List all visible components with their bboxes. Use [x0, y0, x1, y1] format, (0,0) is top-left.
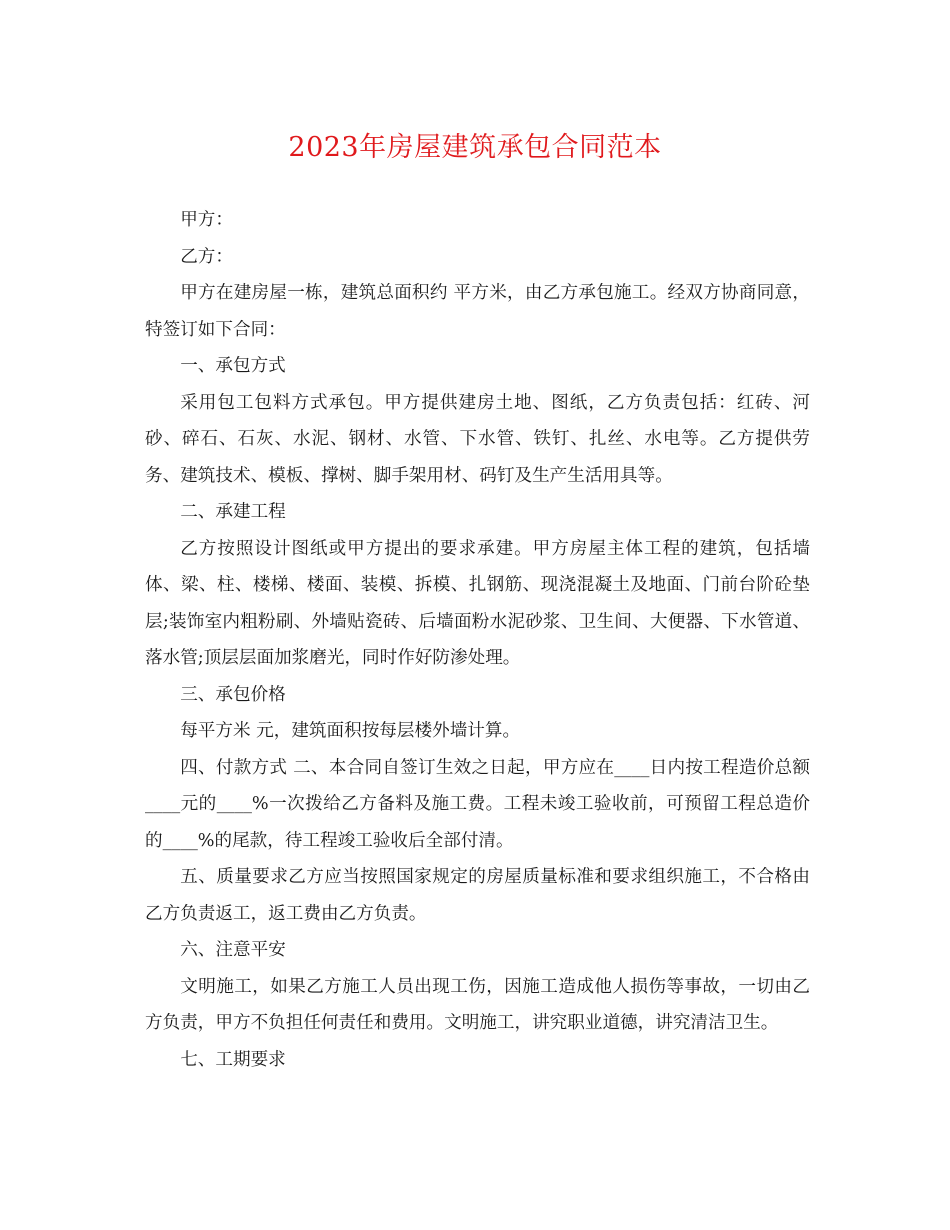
paragraph-section-3: 每平方米 元，建筑面积按每层楼外墙计算。 [180, 721, 521, 741]
section-heading-6: 六、注意平安 [180, 940, 286, 960]
paragraph-intro: 甲方在建房屋一栋，建筑总面积约 平方米，由乙方承包施工。经双方协商同意，特签订如下合同： [145, 283, 810, 340]
paragraph-section-2: 乙方按照设计图纸或甲方提出的要求承建。甲方房屋主体工程的建筑，包括墙体、梁、柱、楼梯、楼面、装模、拆模、扎钢筋、现浇混凝土及地面、门前台阶砼垫层;装饰室内粗粉刷、外墙贴瓷砖、后墙面粉水泥砂浆、卫生间、大便器、下水管道、落水管;顶层层面加浆磨光，同时作好防渗处理。 [145, 538, 810, 668]
document-body [145, 202, 810, 1078]
document-title: 2023年房屋建筑承包合同范本 [288, 132, 662, 163]
section-heading-3: 三、承包价格 [180, 684, 286, 705]
section-heading-7: 七、工期要求 [180, 1049, 286, 1070]
paragraph-party-a: 甲方： [180, 210, 233, 230]
section-heading-1: 一、承包方式 [180, 356, 286, 376]
paragraph-section-6: 文明施工，如果乙方施工人员出现工伤，因施工造成他人损伤等事故，一切由乙方负责，甲方不负担任何责任和费用。文明施工，讲究职业道德，讲究清洁卫生。 [145, 976, 810, 1033]
paragraph-party-b: 乙方： [180, 246, 233, 267]
paragraph-section-5: 五、质量要求乙方应当按照国家规定的房屋质量标准和要求组织施工，不合格由乙方负责返工，返工费由乙方负责。 [145, 867, 810, 924]
paragraph-section-4: 四、付款方式 二、本合同自签订生效之日起，甲方应在____日内按工程造价总额____元的____%一次拨给乙方备料及施工费。工程未竣工验收前，可预留工程总造价的____%的尾款，待工程竣工验收后全部付清。 [145, 757, 810, 851]
paragraph-section-1: 采用包工包料方式承包。甲方提供建房土地、图纸，乙方负责包括：红砖、河砂、碎石、石灰、水泥、钢材、水管、下水管、铁钉、扎丝、水电等。乙方提供劳务、建筑技术、模板、撑树、脚手架用材、码钉及生产生活用具等。 [145, 392, 810, 486]
section-heading-2: 二、承建工程 [180, 502, 286, 522]
